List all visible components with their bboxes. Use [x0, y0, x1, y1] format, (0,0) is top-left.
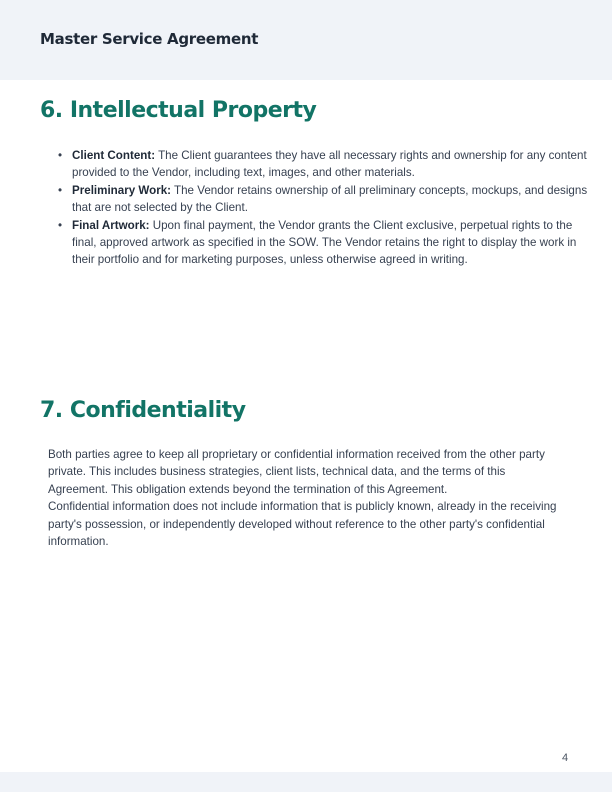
page-footer: [0, 772, 612, 792]
document-title: Master Service Agreement: [40, 30, 259, 48]
item-text: Upon final payment, the Vendor grants the Client exclusive, perpetual rights to the final, approved artwork as specified in the SOW. The Vendor retains the right to display the work in their portfolio and for marketing purposes, unless otherwise agreed in writing.: [72, 218, 577, 267]
paragraph: Both parties agree to keep all proprietary or confidential information received from the other party private. This includes business strategies, client lists, technical data, and the terms of this Agreement. This obligation extends beyond the termination of this Agreement.: [48, 448, 545, 496]
intellectual-property-list: [48, 147, 588, 269]
item-label: Client Content:: [72, 149, 156, 162]
item-text: The Vendor retains ownership of all preliminary concepts, mockups, and designs that are not selected by the Client.: [72, 183, 588, 215]
page-header: [0, 0, 612, 80]
page-number: 4: [562, 752, 569, 764]
list-item: [72, 182, 588, 217]
item-label: Final Artwork:: [72, 218, 150, 232]
section-heading-intellectual-property: 6. Intellectual Property: [40, 98, 317, 123]
confidentiality-body: [48, 446, 564, 550]
section-heading-confidentiality: 7. Confidentiality: [40, 398, 246, 423]
item-text: The Client guarantees they have all necessary rights and ownership for any content provided to the Vendor, including text, images, and other materials.: [72, 149, 587, 180]
list-item: [72, 147, 588, 182]
item-label: Preliminary Work:: [72, 183, 172, 197]
list-item: [72, 217, 588, 269]
paragraph: Confidential information does not include information that is publicly known, already in the receiving party's possession, or independently developed without reference to the other party's confidential information.: [48, 500, 557, 549]
